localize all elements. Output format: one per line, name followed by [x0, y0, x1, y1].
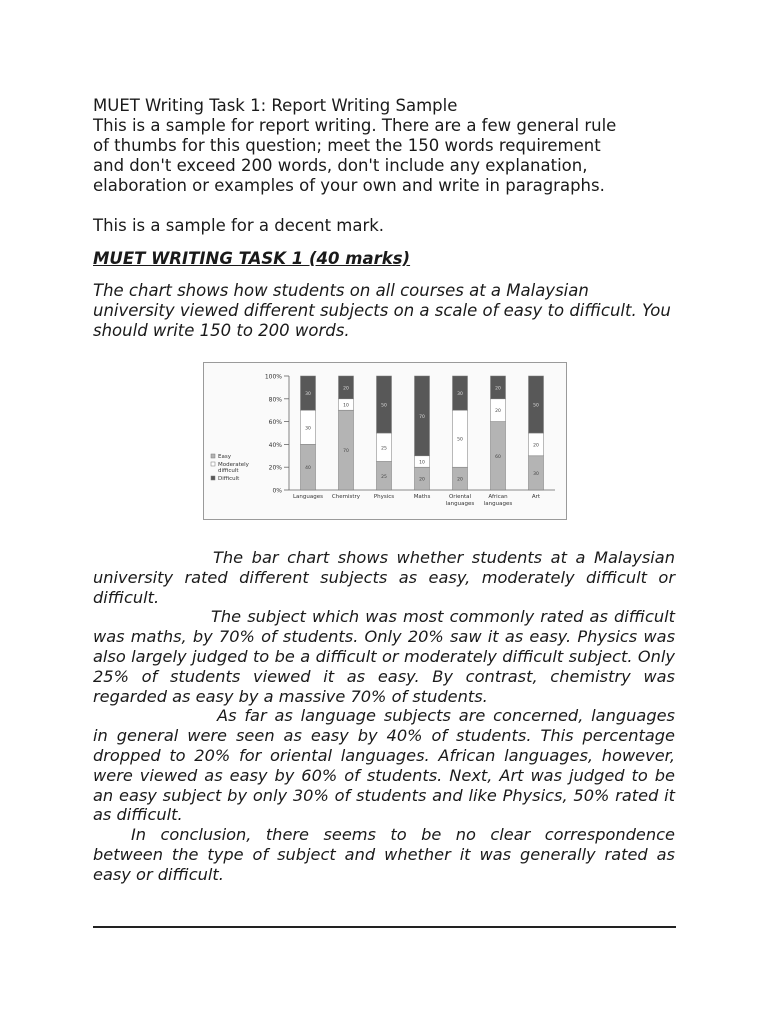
answer-paragraph: As far as language subjects are concerned, languages in general were seen as easy by 40% of students. This percentage dropped to 20% for oriental languages. African languages, however, were viewed as easy by 60% of students. Next, Art was judged to be an easy subject by only 30% of students and like Physics, 50% rated it as difficult.	[93, 706, 675, 825]
bar-value-label: 25	[381, 446, 387, 452]
x-category-label: Physics	[373, 494, 395, 500]
bar-value-label: 60	[495, 454, 501, 460]
bar-value-label: 50	[457, 437, 463, 443]
x-category-label: languages	[445, 501, 475, 507]
bar-value-label: 25	[381, 474, 387, 480]
y-tick-label: 100%	[264, 373, 282, 381]
bar-value-label: 70	[343, 449, 349, 455]
intro-text	[93, 116, 675, 196]
document-title: MUET Writing Task 1: Report Writing Sample	[93, 96, 458, 115]
task-prompt: The chart shows how students on all courses at a Malaysian university viewed different subjects on a scale of easy to difficult. You should write 150 to 200 words.	[93, 281, 671, 340]
task-heading: MUET WRITING TASK 1 (40 marks)	[93, 249, 411, 268]
bar-value-label: 70	[419, 414, 425, 420]
legend-label: Moderately	[218, 462, 249, 468]
bottom-rule	[93, 926, 676, 928]
intro-line: of thumbs for this question; meet the 150 words requirement	[93, 136, 601, 155]
legend-label: difficult	[218, 468, 239, 474]
x-category-label: Oriental	[448, 494, 472, 500]
y-tick-label: 80%	[268, 396, 282, 404]
intro-line: and don't exceed 200 words, don't include any explanation,	[93, 156, 588, 175]
x-category-label: Art	[531, 494, 541, 500]
answer-paragraph: The subject which was most commonly rated as difficult was maths, by 70% of students. Only 20% saw it as easy. Physics was also largely judged to be a difficult or moderately difficult subject. Only 25% of students viewed it as easy. By contrast, chemistry was regarded as easy by a massive 70% of students.	[93, 607, 675, 706]
bar-value-label: 20	[495, 409, 501, 415]
y-tick-label: 0%	[272, 487, 282, 495]
bar-value-label: 20	[457, 477, 463, 483]
answer-paragraph: The bar chart shows whether students at a Malaysian university rated different subjects as easy, moderately difficult or difficult.	[93, 548, 675, 607]
x-category-label: Chemistry	[331, 494, 361, 500]
bar-value-label: 30	[533, 471, 539, 477]
intro-line: This is a sample for report writing. There are a few general rule	[93, 116, 617, 135]
x-category-label: Maths	[413, 494, 431, 500]
bar-value-label: 50	[381, 403, 387, 409]
stacked-bar-chart	[203, 362, 567, 520]
legend-swatch	[211, 462, 215, 466]
chart-svg	[203, 362, 567, 520]
answer-paragraph: In conclusion, there seems to be no clear correspondence between the type of subject and whether it was generally rated as easy or difficult.	[93, 825, 675, 884]
x-category-label: Languages	[292, 494, 324, 500]
document-body	[93, 96, 675, 341]
bar-value-label: 20	[343, 386, 349, 392]
intro-line: elaboration or examples of your own and write in paragraphs.	[93, 176, 605, 195]
bar-value-label: 20	[495, 386, 501, 392]
bar-value-label: 10	[343, 403, 349, 409]
y-tick-label: 60%	[268, 419, 282, 427]
sample-answer	[93, 548, 675, 885]
bar-value-label: 30	[305, 392, 311, 398]
legend-swatch	[211, 476, 215, 480]
y-tick-label: 20%	[268, 464, 282, 472]
bar-value-label: 20	[419, 477, 425, 483]
decent-mark-note: This is a sample for a decent mark.	[93, 216, 385, 235]
legend-swatch	[211, 454, 215, 458]
bar-value-label: 10	[419, 460, 425, 466]
bar-value-label: 30	[305, 426, 311, 432]
bar-value-label: 50	[533, 403, 539, 409]
bar-value-label: 30	[457, 392, 463, 398]
bar-value-label: 20	[533, 443, 539, 449]
x-category-label: languages	[483, 501, 513, 507]
legend-label: Difficult	[218, 476, 240, 482]
y-tick-label: 40%	[268, 441, 282, 449]
legend-label: Easy	[218, 454, 231, 460]
bar-value-label: 40	[305, 466, 311, 472]
x-category-label: African	[488, 494, 508, 500]
